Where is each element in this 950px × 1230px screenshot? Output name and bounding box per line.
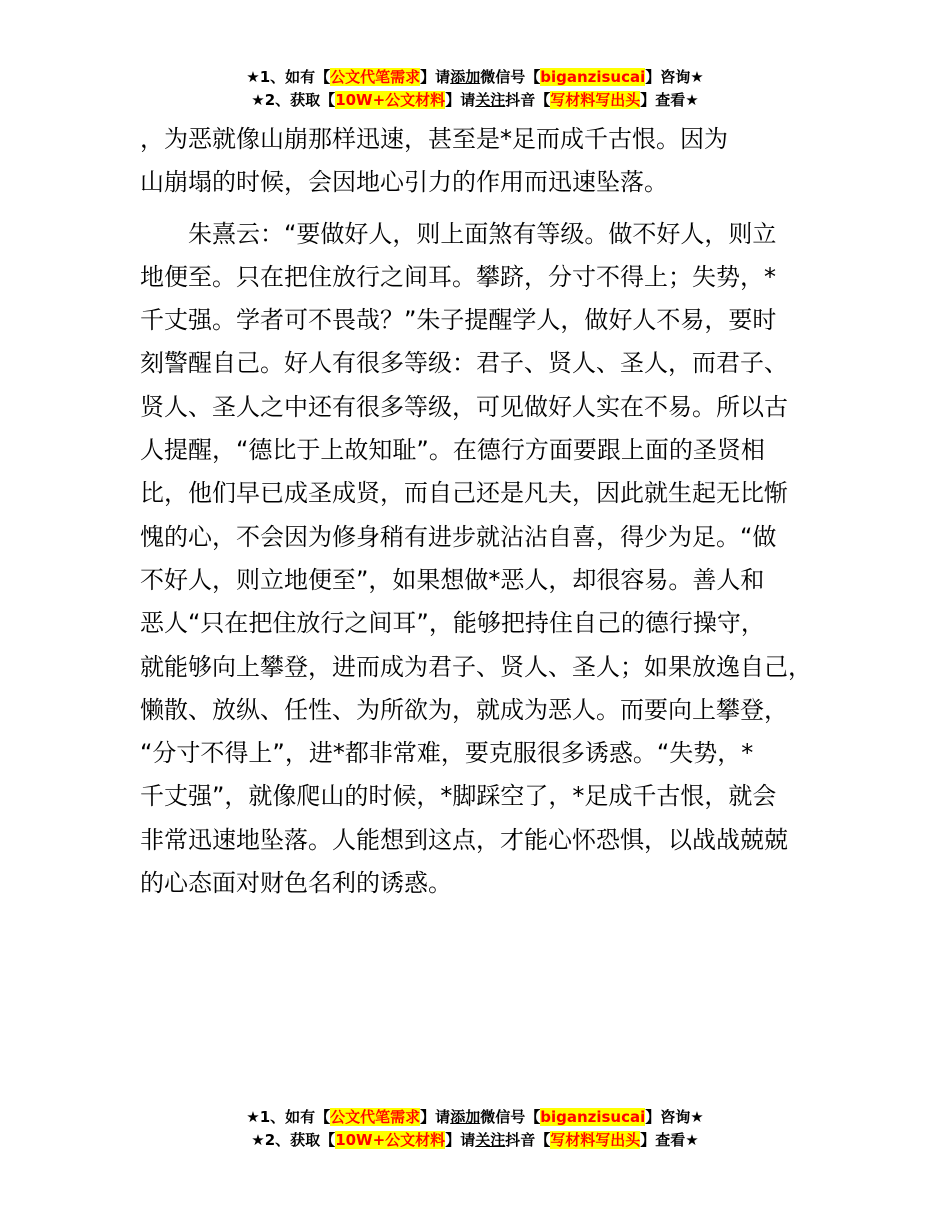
- promo-line-1-underlined: 添加: [450, 1108, 481, 1126]
- promo-line-2-mid: 】请: [445, 1131, 476, 1149]
- text-line: 千丈强”，就像爬山的时候，*脚踩空了，*足成千古恨，就会: [140, 782, 777, 811]
- promo-footer: [0, 1106, 950, 1152]
- promo-line-1-underlined: 添加: [450, 68, 481, 86]
- promo-line-2-prefix: ★2、获取【: [251, 91, 336, 109]
- text-line: 朱熹云：“要做好人，则上面煞有等级。做不好人，则立: [188, 219, 777, 248]
- promo-line-2-mid2: 抖音【: [505, 91, 551, 109]
- text-line: 愧的心，不会因为修身稍有进步就沾沾自喜，得少为足。“做: [140, 522, 777, 551]
- document-body: [140, 118, 840, 905]
- promo-line-2: [0, 89, 950, 112]
- promo-line-2-highlight-douyin: 写材料写出头: [550, 1131, 641, 1149]
- promo-line-2-highlight-materials: 10W+公文材料: [335, 1131, 446, 1149]
- promo-line-2-mid: 】请: [445, 91, 476, 109]
- promo-line-2-suffix: 】查看★: [640, 91, 699, 109]
- promo-line-1-mid2: 微信号【: [480, 1108, 541, 1126]
- text-line: 刻警醒自己。好人有很多等级：君子、贤人、圣人，而君子、: [140, 349, 788, 378]
- text-line: 人提醒，“德比于上故知耻”。在德行方面要跟上面的圣贤相: [140, 436, 765, 465]
- text-line: 非常迅速地坠落。人能想到这点，才能心怀恐惧，以战战兢兢: [140, 825, 788, 854]
- text-line: 恶人“只在把住放行之间耳”，能够把持住自己的德行操守，: [140, 609, 765, 638]
- promo-line-2: [0, 1129, 950, 1152]
- promo-line-1-highlight-wechat: biganzisucai: [540, 1108, 646, 1126]
- promo-line-1-prefix: ★1、如有【: [246, 1108, 331, 1126]
- promo-line-1-highlight-wechat: biganzisucai: [540, 68, 646, 86]
- text-line: ，为恶就像山崩那样迅速，甚至是*足而成千古恨。因为: [140, 125, 728, 153]
- promo-line-2-underlined: 关注: [475, 91, 506, 109]
- text-line: 地便至。只在把住放行之间耳。攀跻，分寸不得上；失势，*: [140, 262, 776, 291]
- promo-line-1-prefix: ★1、如有【: [246, 68, 331, 86]
- promo-line-1-mid: 】请: [420, 68, 451, 86]
- text-line: “分寸不得上”，进*都非常难，要克服很多诱惑。“失势，*: [140, 739, 754, 768]
- promo-line-1-suffix: 】咨询★: [645, 68, 704, 86]
- text-line: 的心态面对财色名利的诱惑。: [140, 869, 452, 898]
- text-line: 比，他们早已成圣成贤，而自己还是凡夫，因此就生起无比惭: [140, 479, 788, 508]
- text-line: 山崩塌的时候，会因地心引力的作用而迅速坠落。: [140, 168, 668, 197]
- text-line: 就能够向上攀登，进而成为君子、贤人、圣人；如果放逸自己，: [140, 652, 812, 681]
- promo-line-2-highlight-materials: 10W+公文材料: [335, 91, 446, 109]
- promo-line-1-mid: 】请: [420, 1108, 451, 1126]
- promo-line-2-mid2: 抖音【: [505, 1131, 551, 1149]
- promo-line-1: [0, 66, 950, 89]
- text-line: 懒散、放纵、任性、为所欲为，就成为恶人。而要向上攀登，: [140, 695, 788, 724]
- promo-line-2-underlined: 关注: [475, 1131, 506, 1149]
- paragraph-2: [140, 213, 840, 906]
- promo-line-1-highlight-service: 公文代笔需求: [330, 68, 421, 86]
- promo-line-2-suffix: 】查看★: [640, 1131, 699, 1149]
- text-line: 千丈强。学者可不畏哉？”朱子提醒学人，做好人不易，要时: [140, 306, 777, 335]
- promo-line-1-highlight-service: 公文代笔需求: [330, 1108, 421, 1126]
- promo-header: [0, 66, 950, 112]
- promo-line-2-prefix: ★2、获取【: [251, 1131, 336, 1149]
- text-line: 贤人、圣人之中还有很多等级，可见做好人实在不易。所以古: [140, 392, 788, 421]
- promo-line-1: [0, 1106, 950, 1129]
- promo-line-1-mid2: 微信号【: [480, 68, 541, 86]
- text-line: 不好人，则立地便至”，如果想做*恶人，却很容易。善人和: [140, 565, 765, 594]
- promo-line-2-highlight-douyin: 写材料写出头: [550, 91, 641, 109]
- paragraph-1: [140, 118, 840, 205]
- promo-line-1-suffix: 】咨询★: [645, 1108, 704, 1126]
